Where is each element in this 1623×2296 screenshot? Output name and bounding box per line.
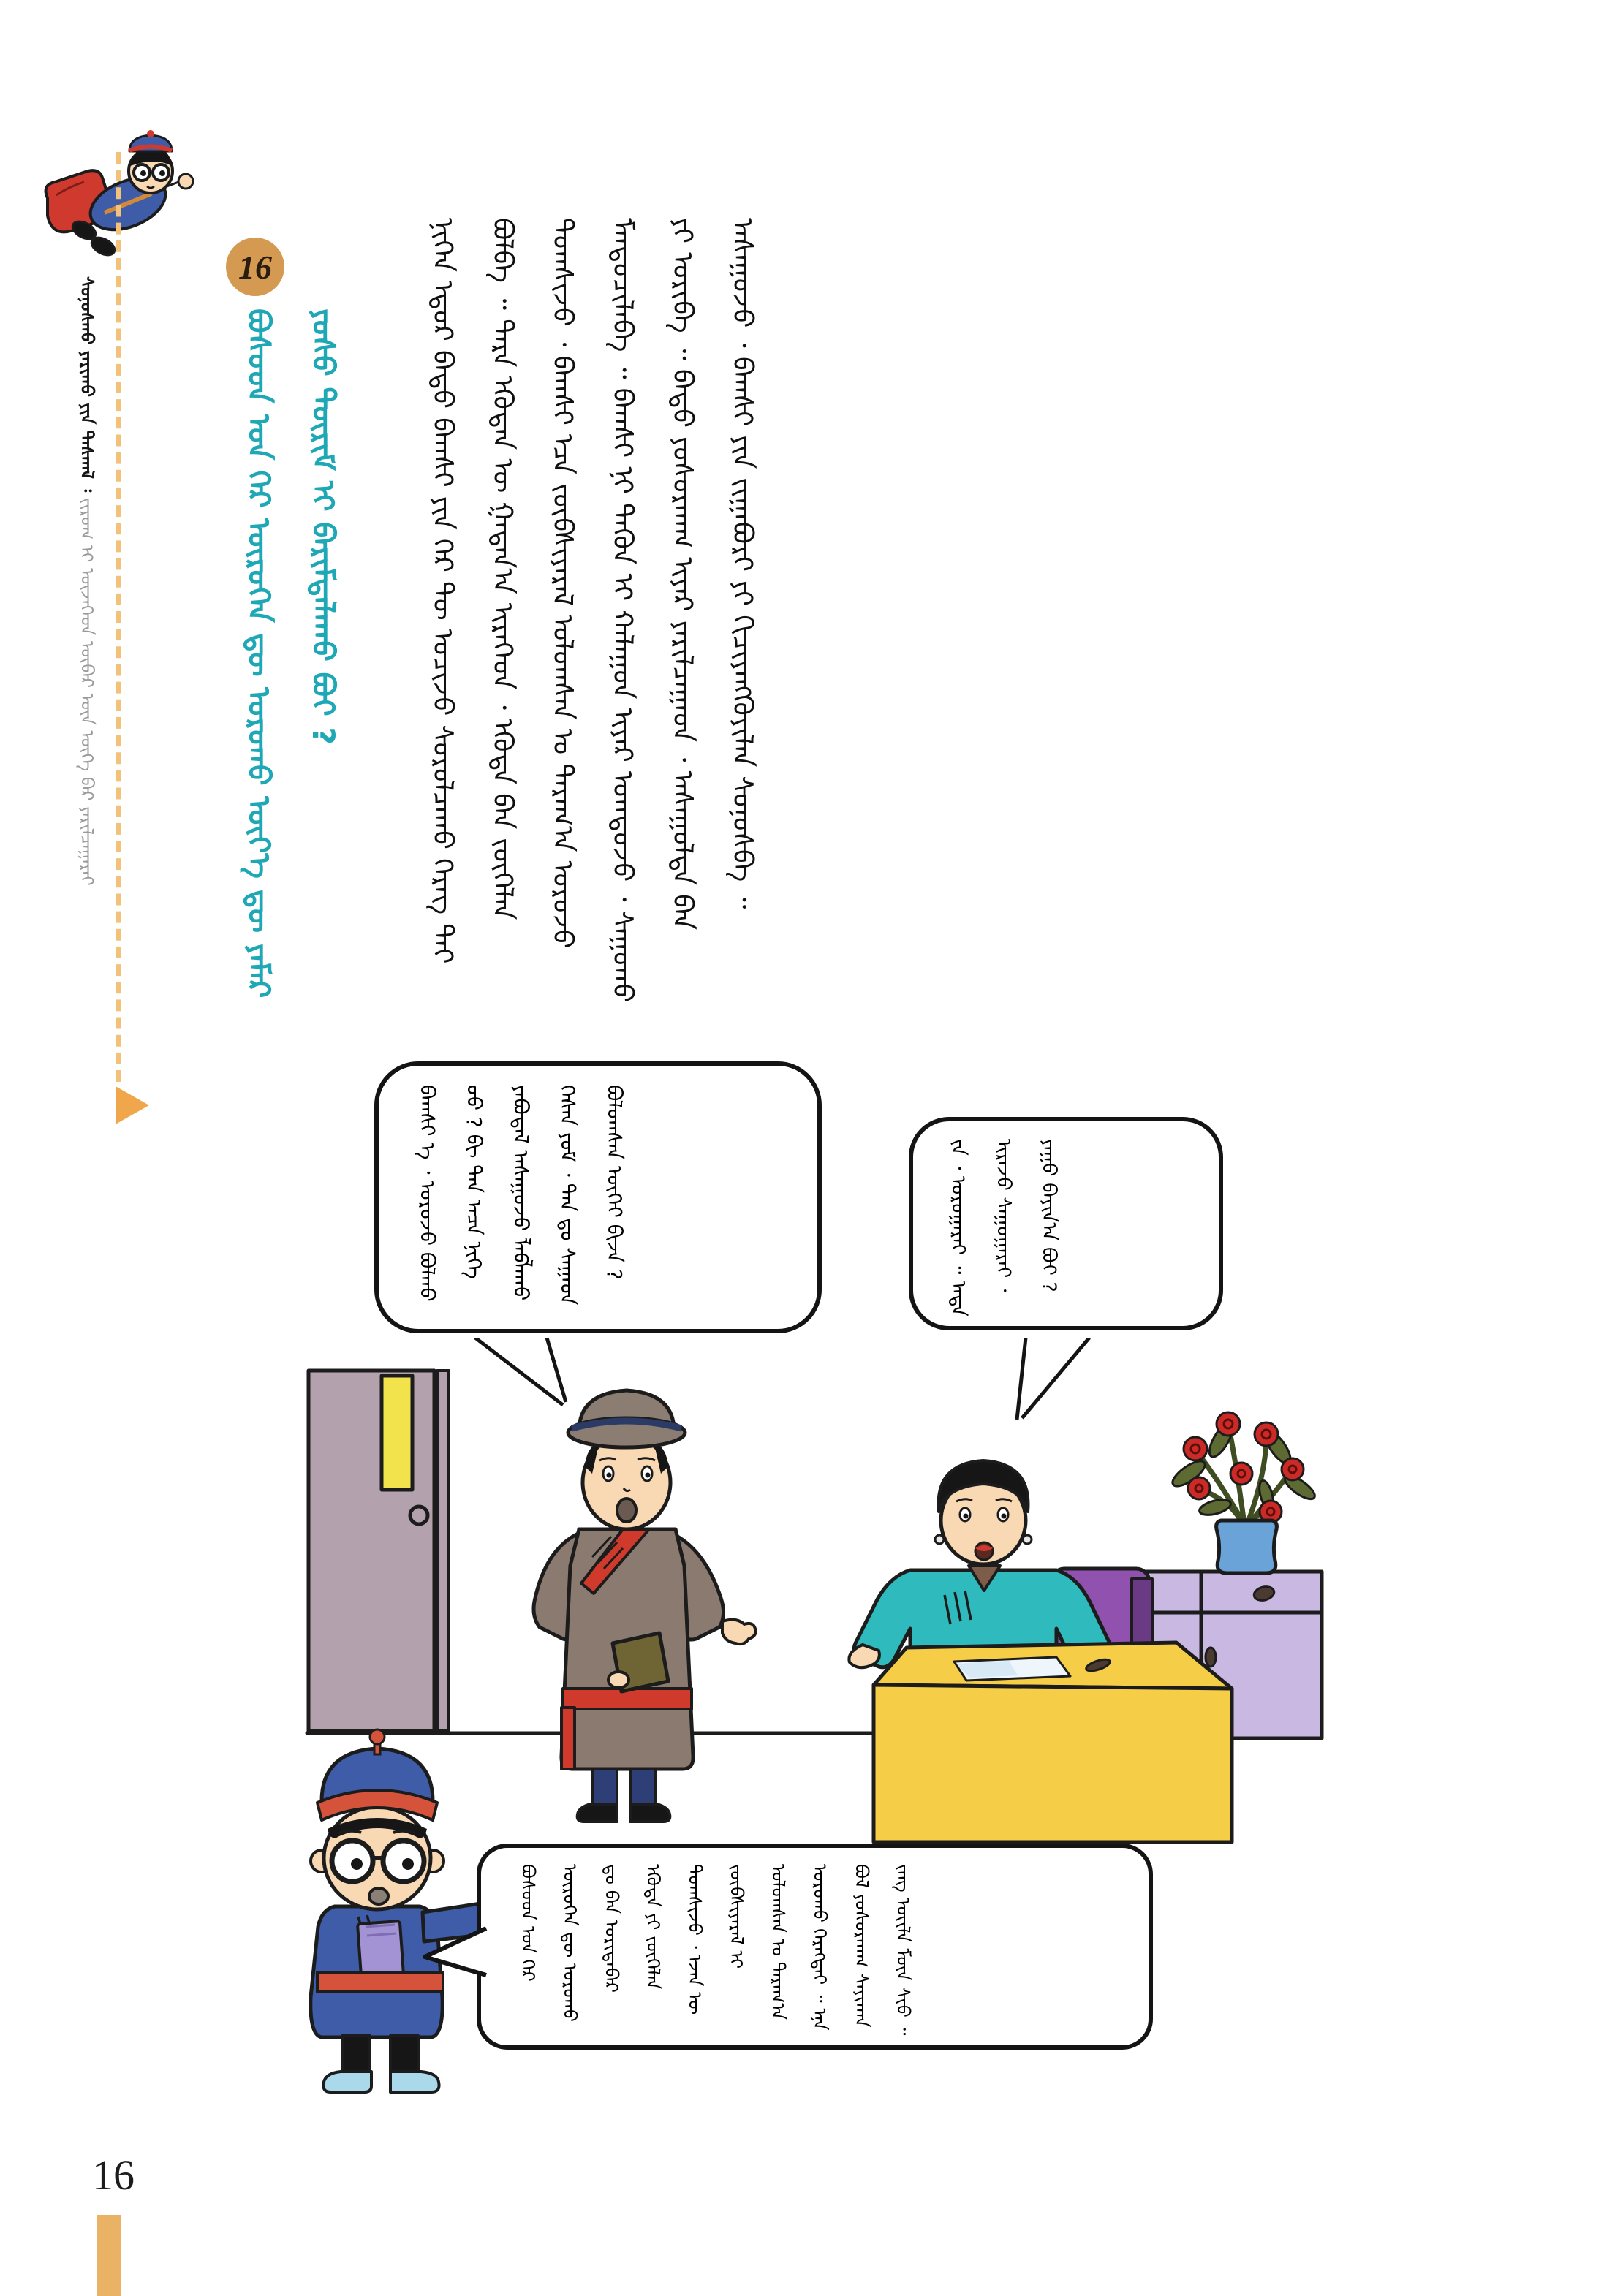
boy-bubble-tail — [420, 1922, 488, 1982]
door-window — [382, 1376, 412, 1490]
cabinet-handle-icon — [1206, 1648, 1216, 1667]
man-left-hand — [608, 1672, 629, 1688]
flower-vase — [1169, 1412, 1318, 1573]
desk-front — [874, 1685, 1232, 1842]
door-knob — [410, 1507, 428, 1524]
boy-boots — [323, 2072, 371, 2092]
woman-speech-bubble — [909, 1117, 1223, 1330]
triangle-marker-icon — [116, 1086, 149, 1124]
man-hem-trim — [561, 1708, 575, 1769]
page-number: 16 — [92, 2151, 135, 2199]
man-speech-text: ᠪᠠᠭᠰᠢ ᠡ ᠂ ᠣᠷᠣᠵᠤ ᠪᠣᠯᠬᠤ ᠤᠤ ? ᠪᠢ ᠲᠠᠨ ᠠᠴᠠ ᠨᠢᠭᠡ ᠶᠠᠪᠤᠳᠠᠯ ᠠᠰᠠᠭᠤᠵᠤ ᠯᠠᠪᠯᠠᠬᠤ ᠭᠡᠰᠡᠨ ᠶᠤᠮ ᠂ ᠲᠠᠨ ᠳᠤ ᠰᠠᠭᠠᠳ ᠪᠣᠯᠤᠭᠰᠠᠨ ᠦᠭᠡᠢ ᠪᠢᠵᠡ ? — [415, 1085, 627, 1306]
lesson-title: ᠪᠤᠰᠤᠳ ᠤᠨ ᠭᠡᠷ ᠥᠷᠥᠭᠡᠨ ᠳᠦ ᠣᠷᠣᠬᠤ ᠦᠶ᠎ᠡ ᠳᠦ ᠶᠠᠮᠠᠷ ᠶᠣᠰᠣ ᠳᠦᠷᠢᠮ ᠢ ᠪᠠᠷᠢᠮᠲᠠᠯᠠᠬᠤ ᠪᠤᠢ ? — [241, 308, 341, 999]
boy-speech-text: ᠪᠤᠰᠤᠳ ᠤᠨ ᠭᠡᠷ ᠥᠷᠥᠭᠡᠨ ᠳᠦ ᠣᠷᠣᠬᠤ ᠳᠤ ᠪᠠᠨ ᠤᠷᠢᠳᠠᠪᠠᠷ ᠡᠭᠦᠳᠡ ᠶᠢ ᠵᠥᠭᠡᠯᠡᠨ ᠲᠣᠭᠰᠢᠵᠤ ᠂ ᠡᠵᠡᠨ ᠦ ᠵᠥᠪᠰᠢᠶᠡᠷᠡᠯ ᠢ ᠣᠯᠤᠭᠰᠠᠨ ᠤ ᠳᠠᠷᠠᠭ᠎ᠠ ᠣᠷᠣᠬᠤ ᠬᠡᠷᠡᠭᠲᠡᠢ ᠃ ᠡᠨᠡ ᠪᠣᠯ ᠶᠣᠰᠣᠷᠬᠠᠭ ᠰᠠᠶᠢᠬᠠᠨ ᠵᠠᠩ ᠦᠢᠯᠡ ᠮᠥᠨ ᠰᠢᠦ ᠃ — [518, 1864, 914, 2036]
man-right-hand — [722, 1620, 756, 1644]
dashed-guide-line — [116, 152, 121, 1082]
woman-bubble-tail — [1017, 1338, 1026, 1420]
boy-mouth — [369, 1888, 388, 1904]
lesson-body-text: ᠨᠢᠭᠡᠨ ᠡᠳᠦᠷ ᠪᠠᠲᠤ ᠪᠠᠭᠰᠢ ᠶᠢᠨ ᠭᠡᠷ ᠲᠦ ᠣᠴᠢᠵᠤ ᠰᠤᠷᠤᠯᠴᠠᠬᠤ ᠬᠡᠷᠡᠭ ᠲᠡᠢ ᠪᠣᠯᠪᠠ ᠃ ᠲᠡᠷᠡ ᠡᠭᠦᠳᠡᠨ ᠦ ᠭᠠᠳᠠᠨ᠎ᠠ ᠢᠷᠡᠭᠡᠳ ᠂ ᠡᠭᠦᠳᠡ ᠪᠡᠨ ᠵᠥᠭᠡᠯᠡᠨ ᠲᠣᠭᠰᠢᠵᠤ ᠂ ᠪᠠᠭᠰᠢ ᠡᠴᠡ ᠵᠥᠪᠰᠢᠶᠡᠷᠡᠯ ᠣᠯᠤᠭᠰᠠᠨ ᠤ ᠳᠠᠷᠠᠭ᠎ᠠ ᠣᠷᠣᠵᠤ ᠮᠡᠨᠳᠦᠴᠢᠯᠡᠪᠡ ᠃ ᠪᠠᠭᠰᠢ ᠨᠢ ᠲᠡᠭᠦᠨ ᠢ ᠬᠠᠯᠠᠭᠤᠨ ᠢᠶᠠᠷ ᠤᠭᠲᠤᠵᠤ ᠂ ᠰᠠᠭᠤᠬᠤ ᠶᠢ ᠤᠷᠢᠪᠠ ᠃ ᠪᠠᠲᠤ ᠶᠣᠰᠣᠷᠬᠠᠭ ᠢᠶᠠᠷ ᠶᠠᠷᠢᠯᠴᠠᠭᠠᠳ ᠂ ᠠᠰᠠᠭᠤᠯᠲᠠ ᠪᠠᠨ ᠠᠰᠠᠭᠤᠵᠤ ᠂ ᠪᠠᠭᠰᠢ ᠶᠢᠨ ᠵᠢᠭᠠᠪᠤᠷᠢ ᠶᠢ ᠬᠢᠴᠢᠶᠡᠩᠭᠦᠶᠢᠯᠡᠨ ᠰᠣᠨᠣᠰᠪᠠ ᠃ — [427, 218, 759, 1003]
man-speech-bubble — [374, 1061, 822, 1333]
woman-earring-icon — [1023, 1535, 1032, 1544]
lesson-number-badge — [226, 238, 284, 296]
bubble-tails — [475, 1338, 1089, 1420]
boy-pants — [342, 2036, 370, 2074]
man-boots — [578, 1804, 617, 1822]
woman-earring-icon — [935, 1535, 944, 1544]
boy-speech-bubble — [477, 1844, 1153, 2050]
margin-caption — [67, 276, 107, 1080]
man-trousers — [592, 1769, 617, 1806]
footer-accent-bar — [97, 2215, 121, 2296]
man-figure — [534, 1390, 756, 1822]
desk — [874, 1643, 1232, 1842]
margin-caption-bold: ᠰᠣᠨᠣᠰᠬᠤ ᠶᠠᠷᠢᠬᠤ ᠶᠢᠨ ᠳᠠᠰᠬᠠᠯ ᠄ — [77, 276, 97, 493]
door — [309, 1371, 449, 1731]
boy-hat-knot — [370, 1729, 385, 1744]
margin-caption-gray: ᠵᠢᠷᠤᠭ ᠢ ᠦᠵᠡᠭᠡᠳ ᠥᠪᠡᠷ ᠦᠨ ᠦᠭᠡ ᠪᠡᠷ ᠶᠠᠷᠢᠯᠴᠠᠭᠠᠷᠠᠢ — [77, 492, 97, 886]
lesson-number: 16 — [238, 248, 272, 286]
man-mouth — [617, 1499, 636, 1522]
woman-speech-text: ᠵᠠ ᠂ ᠣᠷᠣᠭᠠᠷᠠᠢ ᠃ ᠡᠨᠳᠡ ᠢᠷᠡᠵᠦ ᠰᠠᠭᠤᠭᠠᠷᠠᠢ ᠂ ᠶᠠᠭᠤ ᠪᠠᠶᠢᠨ᠎ᠠ ᠪᠤᠢ ? — [947, 1139, 1060, 1316]
vase — [1217, 1520, 1277, 1573]
mascot-head — [129, 130, 173, 193]
